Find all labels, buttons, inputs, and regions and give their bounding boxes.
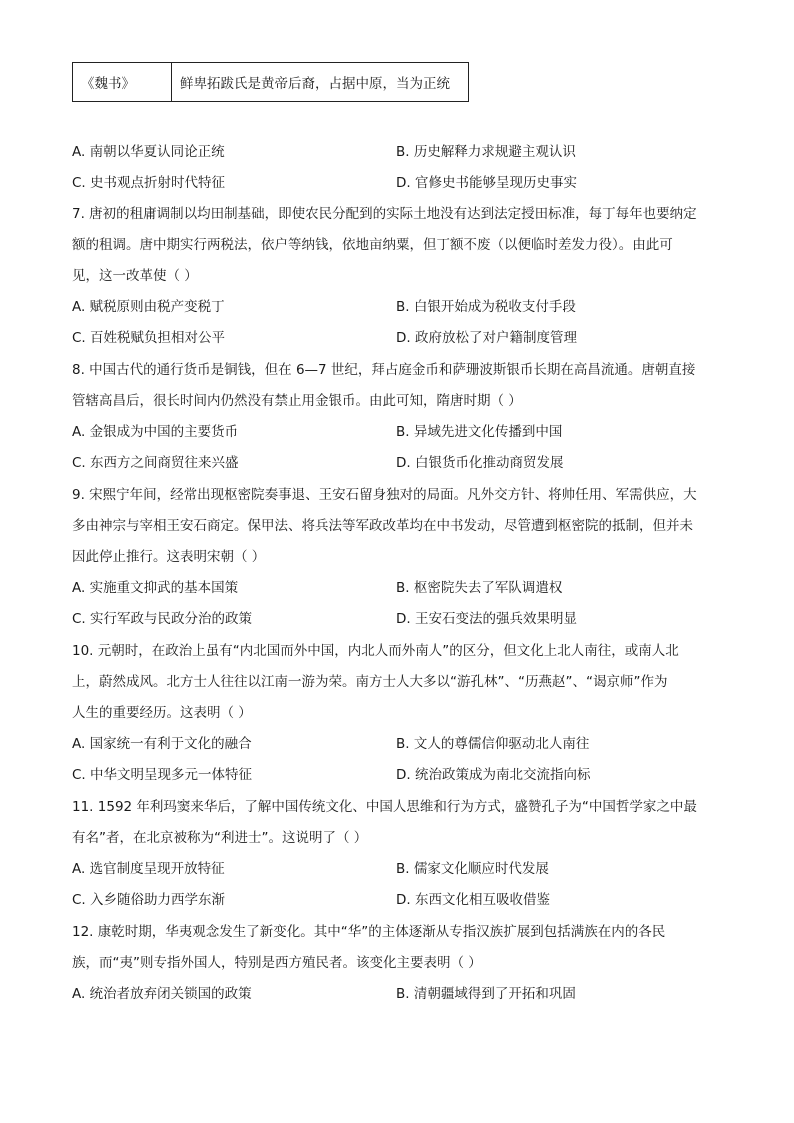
- q9-option-d: D. 王安石变法的强兵效果明显: [396, 611, 577, 627]
- q8-option-c: C. 东西方之间商贸往来兴盛: [72, 455, 239, 471]
- q9-stem-line: 多由神宗与宰相王安石商定。保甲法、将兵法等军政改革均在中书发动，尽管遭到枢密院的抵制，但并未: [72, 518, 693, 534]
- q10-stem-line: 10. 元朝时，在政治上虽有“内北国而外中国，内北人而外南人”的区分，但文化上北人南往，或南人北: [72, 643, 679, 659]
- q10-option-a: A. 国家统一有利于文化的融合: [72, 736, 252, 752]
- q12-stem-line: 族，而“夷”则专指外国人，特别是西方殖民者。该变化主要表明（ ）: [72, 955, 482, 971]
- q10-option-c: C. 中华文明呈现多元一体特征: [72, 767, 253, 783]
- q6-option-c: C. 史书观点折射时代特征: [72, 175, 226, 191]
- q11-option-d: D. 东西文化相互吸收借鉴: [396, 892, 550, 908]
- q7-option-b: B. 白银开始成为税收支付手段: [396, 299, 576, 315]
- q8-option-d: D. 白银货币化推动商贸发展: [396, 455, 564, 471]
- q7-option-c: C. 百姓税赋负担相对公平: [72, 330, 226, 346]
- q8-option-b: B. 异域先进文化传播到中国: [396, 424, 563, 440]
- q6-option-b: B. 历史解释力求规避主观认识: [396, 144, 576, 160]
- q9-stem-line: 9. 宋熙宁年间，经常出现枢密院奏事退、王安石留身独对的局面。凡外交方针、将帅任用、军需供应，大: [72, 487, 697, 503]
- q11-option-a: A. 选官制度呈现开放特征: [72, 861, 225, 877]
- q9-option-b: B. 枢密院失去了军队调遣权: [396, 580, 563, 596]
- q10-option-b: B. 文人的尊儒信仰驱动北人南往: [396, 736, 590, 752]
- q7-option-d: D. 政府放松了对户籍制度管理: [396, 330, 577, 346]
- q12-stem-line: 12. 康乾时期，华夷观念发生了新变化。其中“华”的主体逐渐从专指汉族扩展到包括满族在内的各民: [72, 924, 666, 940]
- q11-option-b: B. 儒家文化顺应时代发展: [396, 861, 549, 877]
- q7-stem-line: 额的租调。唐中期实行两税法，依户等纳钱，依地亩纳粟，但丁额不废（以便临时差发力役）。由此可: [72, 237, 673, 253]
- source-table: [72, 62, 469, 102]
- q7-option-a: A. 赋税原则由税产变税丁: [72, 299, 225, 315]
- q12-option-b: B. 清朝疆域得到了开拓和巩固: [396, 986, 576, 1002]
- q6-option-d: D. 官修史书能够呈现历史事实: [396, 175, 577, 191]
- q8-stem-line: 8. 中国古代的通行货币是铜钱，但在 6—7 世纪，拜占庭金币和萨珊波斯银币长期在高昌流通。唐朝直接: [72, 362, 696, 378]
- q10-option-d: D. 统治政策成为南北交流指向标: [396, 767, 591, 783]
- q10-stem-line: 上，蔚然成风。北方士人往往以江南一游为荣。南方士人大多以“游孔林”、“历燕赵”、“谒京师”作为: [72, 674, 668, 690]
- q9-option-c: C. 实行军政与民政分治的政策: [72, 611, 253, 627]
- q9-option-a: A. 实施重文抑武的基本国策: [72, 580, 239, 596]
- q10-stem-line: 人生的重要经历。这表明（ ）: [72, 705, 252, 721]
- table-content-cell: 鲜卑拓跋氏是黄帝后裔，占据中原，当为正统: [172, 63, 469, 102]
- q11-stem-line: 11. 1592 年利玛窦来华后，了解中国传统文化、中国人思维和行为方式，盛赞孔子为“中国哲学家之中最: [72, 799, 697, 815]
- q8-stem-line: 管辖高昌后，很长时间内仍然没有禁止用金银币。由此可知，隋唐时期（ ）: [72, 393, 522, 409]
- q6-option-a: A. 南朝以华夏认同论正统: [72, 144, 225, 160]
- q7-stem-line: 见，这一改革使（ ）: [72, 268, 198, 284]
- q8-option-a: A. 金银成为中国的主要货币: [72, 424, 239, 440]
- q11-option-c: C. 入乡随俗助力西学东渐: [72, 892, 226, 908]
- q7-stem-line: 7. 唐初的租庸调制以均田制基础，即使农民分配到的实际土地没有达到法定授田标准，每丁每年也要纳定: [72, 206, 697, 222]
- q12-option-a: A. 统治者放弃闭关锁国的政策: [72, 986, 252, 1002]
- q11-stem-line: 有名”者，在北京被称为“利进士”。这说明了（ ）: [72, 830, 368, 846]
- q9-stem-line: 因此停止推行。这表明宋朝（ ）: [72, 549, 266, 565]
- table-row: [73, 63, 469, 102]
- table-source-cell: 《魏书》: [73, 63, 172, 102]
